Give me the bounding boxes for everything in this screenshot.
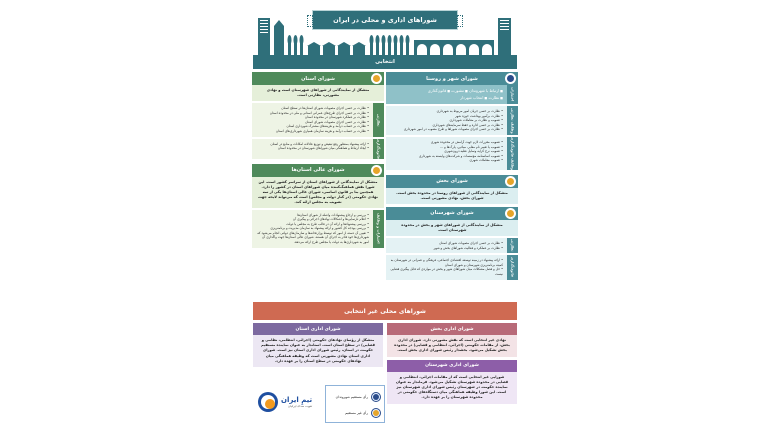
list-item: • بررسی و ارجاع پیشنهادات واصله از شورای استان‌ها: [256, 213, 369, 218]
city-village-supervision: [386, 106, 518, 135]
ballot-box-icon: [371, 73, 382, 84]
list-item: • نظارت بر حسن اجرای مصوبات شورای استان: [256, 120, 369, 125]
page-title: شوراهای اداری و محلی در ایران: [312, 10, 458, 30]
supreme-provinces-description: متشکل از نمایندگانی از شوراهای استان از سراسر کشور است. این شورا نقش هماهنگ‌کننده میان شوراهای استان در کشور را دارد. همچنین بنا بر قانون اساسی، شورای عالی استان‌ها یکی از سه نهادی حکومتی (در کنار دولت و مجلس) است که می‌تواند لایحه جهت تصویب به مجلس ارائه کند.: [252, 177, 384, 208]
province-admin-council-description: متشکل از رؤسای نهادهای حکومتی (اجرائی، انتظامی، نظامی و قضایی) در سطح استان است. استاندار به عنوان نماینده مستقیم حکومت در استان، رئیس شورای اداری استان نیز است. شورای اداری استان نهادی مشورتی است که وظیفه هماهنگی میان نهادهای حکومتی در سطح استان را بر عهده دارد.: [253, 335, 383, 367]
county-admin-council-title: شورای اداری شهرستان: [387, 360, 517, 372]
list-item: • نظارت بر حساب درآمد و هزینه‌های مشترک شهرداری استان: [256, 124, 369, 129]
power-item: ■ قانون‌گذاری: [428, 88, 450, 93]
elected-section-header: انتخابی: [253, 55, 517, 69]
list-item: • نظارت بر حسن اداره و حفظ سرمایه‌های شهرداری: [390, 123, 503, 128]
elected-right-column: [386, 72, 518, 280]
list-item: • نظارت بر حساب درآمد و هزینه سازمان همیاری شهرداری‌های استان: [256, 129, 369, 134]
section-label: قانون‌گذاری: [373, 139, 384, 159]
county-council-description: متشکل از نمایندگانی از شوراهای شهر و بخش در محدوده شهرستان است.: [386, 220, 518, 236]
legend-label: رأی مستقیم شهروندان: [335, 395, 368, 399]
list-item: • ارائه پیشنهاد بمنظور رفع تبعیض و توزیع عادلانه امکانات و منابع در استان: [256, 142, 369, 147]
district-council-header: [386, 175, 518, 188]
power-item: ■ ارتباط با شهروندان: [469, 88, 503, 93]
city-village-council-header: [386, 72, 518, 85]
list-item: • نظارت براُمور بهداشت حوزه شهر: [390, 114, 503, 119]
infographic: [250, 0, 520, 428]
list-item: • تصویب مقررات لازم جهت آرامش در محدوده شهری: [390, 140, 503, 145]
province-admin-council-title: شورای اداری استان: [253, 323, 383, 335]
city-village-powers: [386, 85, 518, 104]
legend-indirect-vote: [329, 405, 381, 421]
province-council-title: شورای استان: [301, 75, 335, 82]
ballot-box-icon: [505, 208, 516, 219]
logo-name: تیمِ ایران: [281, 396, 313, 404]
list-item: • نظارت بر حسن اجرای مصوبات شورای استان‌ها در سطح استان: [256, 106, 369, 111]
list-item: • نظارت بر حسن اجرای مصوبات شورای استان: [390, 241, 503, 246]
supervision-list: [386, 106, 507, 135]
logo-subtitle: تقویت صدای ایرانیان: [288, 404, 313, 408]
county-council-title: شورای شهرستان: [430, 210, 474, 217]
ballot-box-icon: [371, 165, 382, 176]
non-elected-left-column: [253, 323, 383, 367]
district-admin-council-title: شورای اداری بخش: [387, 323, 517, 335]
supervision-list: [252, 103, 373, 137]
city-village-legislative: [386, 137, 518, 170]
list-item: • اعلام نارسایی‌ها و اشکالات نهادهای اجرائی و پیگیری آن: [256, 217, 369, 222]
list-item: • ارائه پیشنهاد در زمینه توسعه اقتصادی اجتماعی، فرهنگی و عمرانی در شهرستان به کمیته برنامه‌ریزی شهرستان و شورای استان: [390, 258, 503, 267]
legislative-list: [252, 139, 373, 159]
elected-left-column: [252, 72, 384, 248]
province-council-header: [252, 72, 384, 85]
list-item: • نظارت بر عملکرد شهرستان در محدوده استان: [256, 115, 369, 120]
legend-direct-vote: [329, 389, 381, 405]
section-label: قانون‌گذاری: [507, 255, 518, 279]
power-item: ■ نظارت: [488, 95, 503, 100]
supreme-provinces-duties: [252, 210, 384, 248]
ballot-box-icon: [505, 73, 516, 84]
legislative-list: [386, 137, 507, 170]
list-item: • نظارت بر حسن جریان امور مربوط به شهرداری: [390, 109, 503, 114]
county-council-header: [386, 207, 518, 220]
county-admin-council-description: شورایی غیر انتخابی است که از مقامات اجرائی، انتظامی و قضایی در محدوده شهرستان تشکیل می‌شود. فرماندار به عنوان نماینده حکومت در شهرستان رئیس شورای اداری شهرستان نیز است. این شورا وظیفه هماهنگی میان دستگاه‌های حکومتی در محدوده شهرستان را بر عهده دارد.: [387, 372, 517, 404]
list-item: • بررسی بودجه کل کشور و ارائه پیشنهاد به سازمان مدیریت و برنامه‌ریزی: [256, 226, 369, 231]
province-supervision: [252, 103, 384, 137]
ballot-box-icon: [371, 392, 381, 402]
list-item: • تصویب یا تغییر نام معابر، میادین، پارک‌ها و ...: [390, 145, 503, 150]
section-label: اختیارات: [507, 85, 518, 104]
non-elected-section-header: شوراهای محلی غیر انتخابی: [253, 302, 517, 320]
ballot-box-icon: [371, 408, 381, 418]
section-label: نظارتی: [373, 103, 384, 137]
section-label: وظایف نظارتی: [507, 106, 518, 135]
list-item: • تصویب نرخ کرایه وسایل نقلیه درون‌شهری: [390, 149, 503, 154]
list-item: • تصویب معاملات شهری: [390, 158, 503, 163]
section-label: اختیارات و وظایف: [373, 210, 384, 248]
list-item: • تصویب و نظارت بر معاملات شهرداری: [390, 118, 503, 123]
county-supervision: [386, 238, 518, 253]
list-item: • تعیین آن دسته از امور که توسط وزارتخانه‌ها و سازمان‌های دولتی انجام می‌شود که شهرداری‌ها خود قادر به اجرای آن هستند. شورای عالی استان‌ها جهت واگذاری آن امور به شهرداری‌ها به دولت یا مجلس طرح ارائه می‌دهد.: [256, 231, 369, 245]
supreme-provinces-council-header: [252, 164, 384, 177]
non-elected-right-column: [387, 323, 517, 404]
district-council-description: متشکل از نمایندگانی از شوراهای روستا در محدوده بخش است. شورای بخش، نهادی مشورتی است.: [386, 188, 518, 204]
supreme-provinces-council-title: شورای عالی استان‌ها: [291, 167, 345, 174]
brand-logo: [258, 390, 320, 414]
province-council-description: متشکل از نمایندگانی از شوراهای شهرستان است و نهادی مشورتی، نظارتی است.: [252, 85, 384, 101]
legislative-list: [386, 255, 507, 279]
duties-list: [252, 210, 373, 248]
city-village-council-title: شورای شهر و روستا: [426, 75, 478, 82]
list-item: • نظارت بر عملکرد و فعالیت شوراهای بخش و شهر: [390, 246, 503, 251]
list-item: • تصویب اساسنامه مؤسسات و شرکت‌های وابسته به شهرداری: [390, 154, 503, 159]
section-label: نظارتی: [507, 238, 518, 253]
powers-list: [386, 85, 507, 104]
list-item: • ایجاد ارتباط و هماهنگی میان شوراهای شهرستان در محدوده استان: [256, 146, 369, 151]
supervision-list: [386, 238, 507, 253]
logo-mark-icon: [258, 392, 278, 412]
ballot-box-icon: [505, 176, 516, 187]
list-item: • بررسی پیشنهادها و ارائه آن در قالب طرح به مجلس یا دولت: [256, 222, 369, 227]
district-council-title: شورای بخش: [436, 178, 468, 185]
list-item: • نظارت بر حسن اجرای مصوبات شوراها و طرح مصوب در امور شهرداری: [390, 127, 503, 132]
list-item: • نظارت بر حسن اجرای طرح‌های عمرانی استانی و ملی در محدوده استان: [256, 111, 369, 116]
section-label: وظایف قانون‌گذاری: [507, 137, 518, 170]
power-item: ■ انتخاب شهردار: [460, 95, 487, 100]
list-item: • حل و فصل مشکلات میان شوراهای شهر و بخش در مواردی که قابل پیگیری قضایی نیست: [390, 267, 503, 276]
power-item: ■ مشورت: [451, 88, 468, 93]
legend-label: رأی غیر مستقیم: [345, 411, 368, 415]
legend: [325, 385, 385, 423]
district-admin-council-description: نهادی غیر انتخابی است که نقش مشورتی دارد. شورای اداری بخش، از مقامات حکومتی (اجرائی، انتظامی و قضایی) در محدوده بخش تشکیل می‌شود. بخشدار رئیس شورای اداری بخش است.: [387, 335, 517, 357]
county-legislative: [386, 255, 518, 279]
province-legislative: [252, 139, 384, 159]
